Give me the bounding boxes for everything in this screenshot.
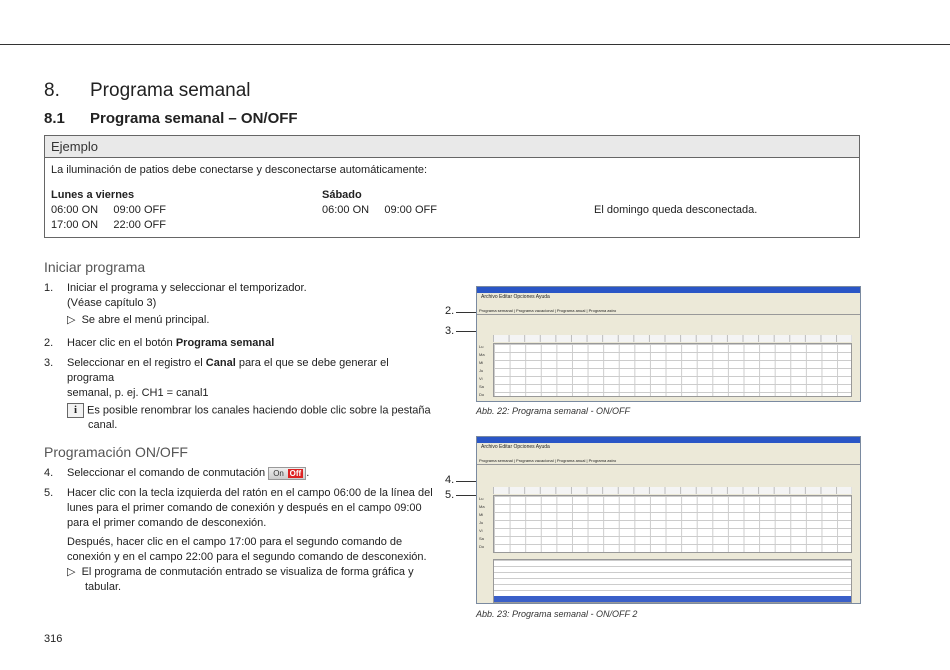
selected-row: [494, 596, 851, 602]
event-table: [493, 559, 852, 603]
saturday-title: Sábado: [322, 189, 362, 201]
step2-text: Hacer clic en el botón: [67, 337, 176, 349]
step5-b: lunes para el primer comando de conexión y después en el campo 09:00: [67, 502, 422, 514]
hours-row: [493, 335, 852, 342]
info-text-b: canal.: [88, 419, 118, 432]
step-list-2: 4. Seleccionar el comando de conmutación On Off . 5. Hacer clic con la tecla izquierda del ratón en el campo 06:00 de la línea del lunes para el primer comando de conexión y después en el campo 09:00 para el primer comando de desconexión. Después, hacer clic en el campo 17:00 para el segundo comando de conexión y en el campo 22:00 para el segundo comando de desconexión. ▷ El programa de conmutación entrado se visualiza de forma gráfica y tabular.: [44, 467, 433, 593]
section-title: Programa semanal – ON/OFF: [90, 110, 298, 127]
weekday-line2: 17:00 ON 22:00 OFF: [51, 219, 166, 231]
schedule-grid: [493, 343, 852, 397]
caption-22: Abb. 22: Programa semanal - ON/OFF: [476, 406, 631, 416]
window-menu: Archivo Editar Opciones Ayuda: [481, 444, 550, 450]
days-column: Lu Ma Mi Ju Vi Sa Do: [479, 344, 485, 397]
section-number: 8.1: [44, 110, 65, 127]
step1-result: Se abre el menú principal.: [81, 314, 210, 326]
step3-text-b: semanal, p. ej. CH1 = canal1: [67, 387, 209, 399]
screenshot-weekly-program-2: [476, 436, 861, 604]
step2-num: 2.: [44, 337, 54, 349]
arrow-icon: ▷: [67, 314, 76, 326]
chapter-title: Programa semanal: [90, 80, 251, 101]
step3-text-post: para el que se debe generar el programa: [67, 357, 389, 384]
step1-num: 1.: [44, 282, 54, 294]
step2-bold: Programa semanal: [175, 337, 275, 349]
saturday-line1: 06:00 ON 09:00 OFF: [322, 204, 437, 216]
arrow-icon: ▷: [67, 566, 76, 578]
step5-e: conexión y en el campo 22:00 para el segundo comando de desconexión.: [67, 551, 427, 563]
info-icon: i: [67, 403, 84, 418]
step4-text: Seleccionar el comando de conmutación: [67, 467, 266, 479]
step3-num: 3.: [44, 357, 54, 369]
callout-line: [456, 312, 478, 313]
on-off-button[interactable]: On Off: [268, 467, 306, 480]
programacion-title: Programación ON/OFF: [44, 444, 188, 460]
callout-3: 3.: [445, 325, 455, 337]
step3-bold: Canal: [205, 357, 236, 369]
sunday-note: El domingo queda desconectada.: [594, 204, 758, 216]
window-tabs: Programa semanal | Programa vacacional | Programa anual | Programa astro: [477, 307, 860, 315]
step5-a: Hacer clic con la tecla izquierda del ratón en el campo 06:00 de la línea del: [67, 487, 433, 499]
callout-line: [456, 331, 478, 332]
days-column: Lu Ma Mi Ju Vi Sa Do: [479, 496, 485, 549]
example-box: [44, 135, 860, 238]
step5-c: para el primer comando de desconexión.: [67, 517, 267, 529]
window-menu: Archivo Editar Opciones Ayuda: [481, 294, 550, 300]
callout-5: 5.: [445, 489, 455, 501]
weekday-title: Lunes a viernes: [51, 189, 135, 201]
step3-text: Seleccionar en el registro el: [67, 357, 206, 369]
window-tabs: Programa semanal | Programa vacacional | Programa anual | Programa astro: [477, 457, 860, 465]
callout-4: 4.: [445, 474, 455, 486]
step5-result: El programa de conmutación entrado se visualiza de forma gráfica y: [81, 566, 414, 578]
step5-num: 5.: [44, 487, 54, 499]
iniciar-title: Iniciar programa: [44, 259, 146, 275]
screenshot-weekly-program: [476, 286, 861, 402]
top-rule: [0, 44, 950, 45]
page-number: 316: [44, 633, 63, 645]
weekday-line1: 06:00 ON 09:00 OFF: [51, 204, 166, 216]
callout-2: 2.: [445, 305, 455, 317]
chapter-number: 8.: [44, 80, 60, 101]
info-text: Es posible renombrar los canales haciendo doble clic sobre la pestaña: [87, 404, 431, 417]
step5-result-b: tabular.: [85, 581, 122, 593]
step1-text: Iniciar el programa y seleccionar el temporizador.: [67, 282, 307, 294]
schedule-grid: [493, 495, 852, 553]
example-header: Ejemplo: [45, 136, 859, 158]
hours-row: [493, 487, 852, 494]
step1-text-b: (Véase capítulo 3): [67, 297, 157, 309]
example-intro: La iluminación de patios debe conectarse y desconectarse automáticamente:: [51, 164, 428, 176]
step-list-1: [44, 281, 434, 433]
caption-23: Abb. 23: Programa semanal - ON/OFF 2: [476, 609, 638, 619]
step5-d: Después, hacer clic en el campo 17:00 para el segundo comando de: [67, 536, 403, 548]
step4-num: 4.: [44, 467, 54, 479]
